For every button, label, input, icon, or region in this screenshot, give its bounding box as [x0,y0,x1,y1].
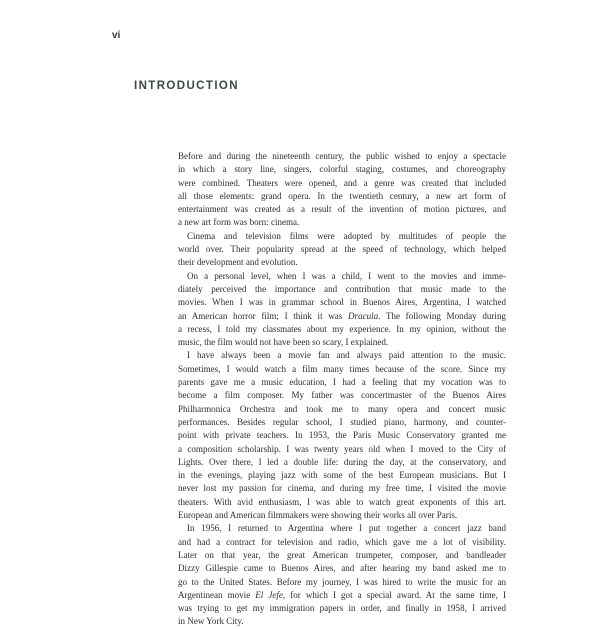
text-line-with-title [178,310,506,323]
text-line: and had a contract for television and radio, which gave me a lot of visibility. [178,536,506,547]
paragraph [178,270,506,350]
paragraph [178,522,506,628]
text-line: was trying to get my immigration papers in order, and finally in 1958, I arrived [178,603,506,614]
text-line: In 1956, I returned to Argentina where I put together a concert jazz band [187,523,506,534]
text-line: in the evenings, playing jazz with some of the best European musicians. But I [178,470,506,481]
text-line: become a film composer. My father was concertmaster of the Buenos Aires [178,390,506,401]
text-line: all those elements: grand opera. In the twentieth century, a new art form of [178,190,506,201]
text-line-with-title [178,589,506,602]
text-line: Cinema and television films were adopted by multitudes of people the [187,230,506,241]
text-line: a composition scholarship. I was twenty years old when I moved to the City of [178,443,506,454]
text-line: Before and during the nineteenth century, the public wished to enjoy a spectacle [178,151,506,161]
page-number: vi [112,30,121,41]
text-segment: Argentinean movie [178,589,256,600]
text-line: I have always been a movie fan and always paid attention to the music. [187,350,506,361]
text-line: On a personal level, when I was a child, I went to the movies and imme- [187,270,506,281]
text-line: Sometimes, I would watch a film many times because of the score. Since my [178,363,506,374]
text-line: Dizzy Gillespie came to Buenos Aires, and after hearing my band asked me to [178,563,506,574]
text-line: Lights. Over there, I led a double life: during the day, at the conservatory, and [178,456,506,467]
text-line: a new art form was born: cinema. [178,217,300,228]
text-line: European and American filmmakers were showing their works all over Paris. [178,510,458,521]
text-line: theaters. With avid enthusiasm, I was able to watch great exponents of this art. [178,496,506,507]
film-title: Dracula [348,310,379,321]
text-segment: an American horror film; I think it was [178,310,349,321]
paragraph [178,230,506,270]
body-text [178,150,506,629]
text-line: in New York City. [178,616,244,627]
text-line: Later on that year, the great American trumpeter, composer, and bandleader [178,549,506,560]
text-line: Philharmonica Orchestra and took me to many opera and concert music [178,403,506,414]
paragraph [178,150,506,230]
text-line: world over. Their popularity spread at the speed of technology, which helped [178,244,506,255]
text-line: never lost my passion for cinema, and during my free time, I visited the movie [178,483,506,494]
text-line: diately perceived the importance and contribution that music made to the [178,283,506,294]
text-line: go to the United States. Before my journey, I was hired to write the music for an [178,576,506,587]
text-line: movies. When I was in grammar school in Buenos Aires, Argentina, I watched [178,297,506,308]
text-line: entertainment was created as a result of the invention of motion pictures, and [178,204,506,215]
text-line: point with private teachers. In 1953, the Paris Music Conservatory granted me [178,430,506,441]
text-line: their development and evolution. [178,257,298,268]
text-segment: . The following Monday during [378,310,506,321]
text-line: performances. Besides regular school, I studied piano, harmony, and counter- [178,416,506,427]
film-title: El Jefe [255,589,283,600]
paragraph [178,349,506,522]
text-line: were combined. Theaters were opened, and a genre was created that included [178,177,506,188]
text-line: parents gave me a music education, I had a feeling that my vocation was to [178,377,506,388]
text-line: music, the film would not have been so scary, I explained. [178,337,389,348]
text-segment: , for which I got a special award. At the same time, I [282,589,507,600]
text-line: in which a story line, singers, colorful staging, costumes, and choreography [178,164,506,175]
text-line: a recess, I told my classmates about my experience. In my opinion, without the [178,323,506,334]
chapter-title: INTRODUCTION [134,80,239,92]
